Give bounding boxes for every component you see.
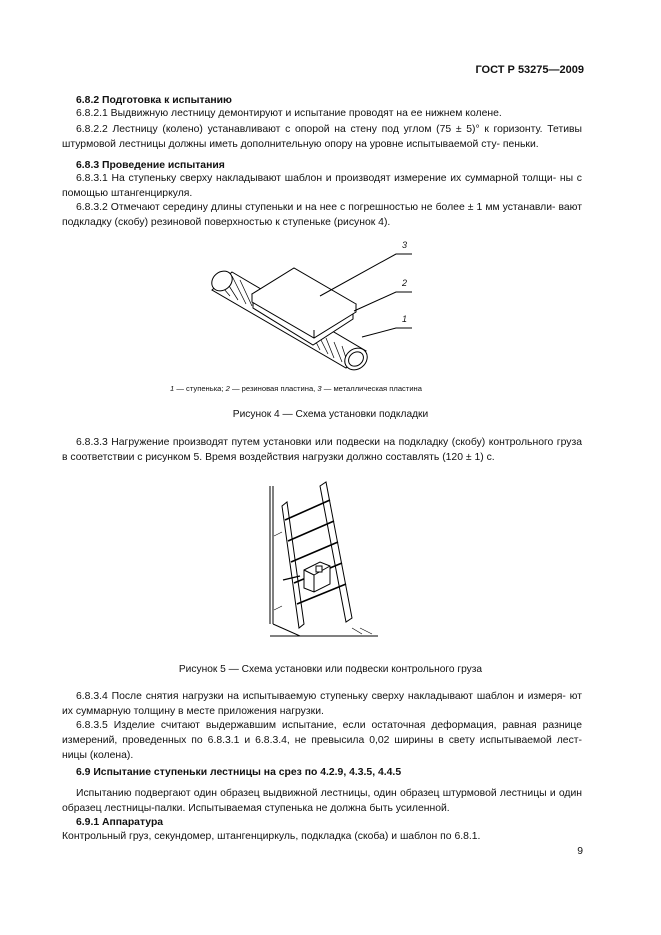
ladder-left-rail xyxy=(282,502,304,628)
page-number: 9 xyxy=(577,846,583,857)
fig4-label-2: 2 xyxy=(402,278,408,288)
fig4-label-3: 3 xyxy=(402,240,408,250)
heading-6-8-3: 6.8.3 Проведение испытания xyxy=(76,160,225,171)
para-6-8-3-5: 6.8.3.5 Изделие считают выдержавшим испытание, если остаточная деформация, равная разнице измерений, проведенных по 6.8.3.1 и 6.8.3.4, не превысила 0,02 ширины в свету испытываемой лест- ницы (колена). xyxy=(62,720,582,761)
heading-6-9: 6.9 Испытание ступеньки лестницы на срез по 4.2.9, 4.3.5, 4.4.5 xyxy=(76,767,402,778)
heading-6-9-1: 6.9.1 Аппаратура xyxy=(76,817,164,828)
para-6-8-3-4: 6.8.3.4 После снятия нагрузки на испытываемую ступеньку сверху накладывают шаблон и измеря- ют их суммарную толщину в месте приложения нагрузки. xyxy=(62,691,582,717)
weight-hook xyxy=(316,566,322,572)
para-6-8-2-2: 6.8.2.2 Лестницу (колено) устанавливают с опорой на стену под углом (75 ± 5)° к горизонту. Тетивы штурмовой лестницы должны иметь дополнительную опору на уровне испытываемой сту- пеньки. xyxy=(62,124,582,150)
para-6-8-3-3: 6.8.3.3 Нагружение производят путем установки или подвески на подкладку (скобу) контрольного груза в соответствии с рисунком 5. Время воздействия нагрузки должно составлять (120 ± 1) с. xyxy=(62,437,582,463)
figure-5-caption: Рисунок 5 — Схема установки или подвески контрольного груза xyxy=(178,664,483,675)
para-6-8-3-1: 6.8.3.1 На ступеньку сверху накладывают шаблон и производят измерение их суммарной толщи- ны с помощью штангенциркуля. xyxy=(62,173,582,199)
para-6-9: Испытанию подвергают один образец выдвижной лестницы, один образец штурмовой лестницы и один образец лестницы-палки. Испытываемая ступенька не должна быть усиленной. xyxy=(62,788,582,814)
fig4-label-1: 1 xyxy=(402,314,408,324)
standard-number: ГОСТ Р 53275—2009 xyxy=(475,64,584,76)
para-6-8-3-2: 6.8.3.2 Отмечают середину длины ступеньки и на нее с погрешностью не более ± 1 мм устанавли- вают подкладку (скобу) резиновой поверхностью к ступеньке (рисунок 4). xyxy=(62,202,582,228)
para-6-8-2-1: 6.8.2.1 Выдвижную лестницу демонтируют и испытание проводят на ее нижнем колене. xyxy=(76,108,502,119)
figure-4-legend: 1 — ступенька; 2 — резиновая пластина, 3 — металлическая пластина xyxy=(170,384,422,393)
para-6-9-1: Контрольный груз, секундомер, штангенциркуль, подкладка (скоба) и шаблон по 6.8.1. xyxy=(62,831,481,842)
figure-4-caption: Рисунок 4 — Схема установки подкладки xyxy=(232,409,429,420)
heading-6-8-2: 6.8.2 Подготовка к испытанию xyxy=(76,95,232,106)
